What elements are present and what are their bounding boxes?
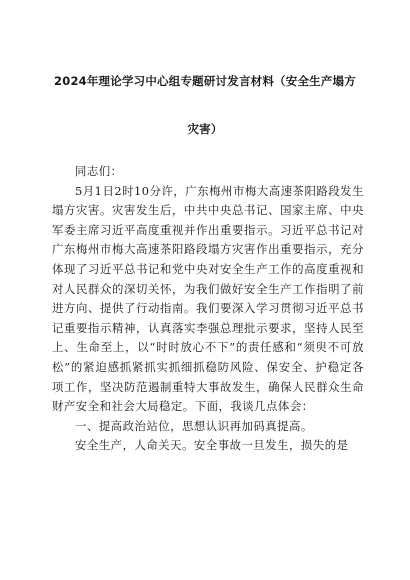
salutation: 同志们： (75, 164, 123, 178)
document-title-line-2: 灾害） (187, 122, 223, 136)
document-title-line-1: 2024年理论学习中心组专题研讨发言材料（安全生产塌方 (54, 74, 356, 88)
document-body (52, 162, 364, 456)
paragraph-partial: 安全生产，人命关天。安全事故一旦发生，损失的是 (75, 438, 349, 453)
paragraph-intro: 5月1日2时10分许，广东梅州市梅大高速茶阳路段发生塌方灾害。灾害发生后，中共中央总书记、国家主席、中央军委主席习近平高度重视并作出重要指示。习近平总书记对广东梅州市梅大高速茶阳路段塌方灾害作出重要指示，充分体现了习近平总书记和党中央对安全生产工作的高度重视和对人民群众的深切关怀，为我们做好安全生产工作指明了前进方向、提供了行动指南。我们要深入学习贯彻习近平总书记重要指示精神，认真落实李强总理批示要求，坚持人民至上、生命至上，以“时时放心不下”的责任感和“须臾不可放松”的紧迫感抓紧抓实抓细抓稳防风险、保安全、护稳定各项工作，坚决防范遏制重特大事故发生，确保人民群众生命财产安全和社会大局稳定。下面，我谈几点体会： (52, 183, 364, 414)
paragraph-section-heading: 一、提高政治站位，思想认识再加码真提高。 (75, 418, 313, 433)
